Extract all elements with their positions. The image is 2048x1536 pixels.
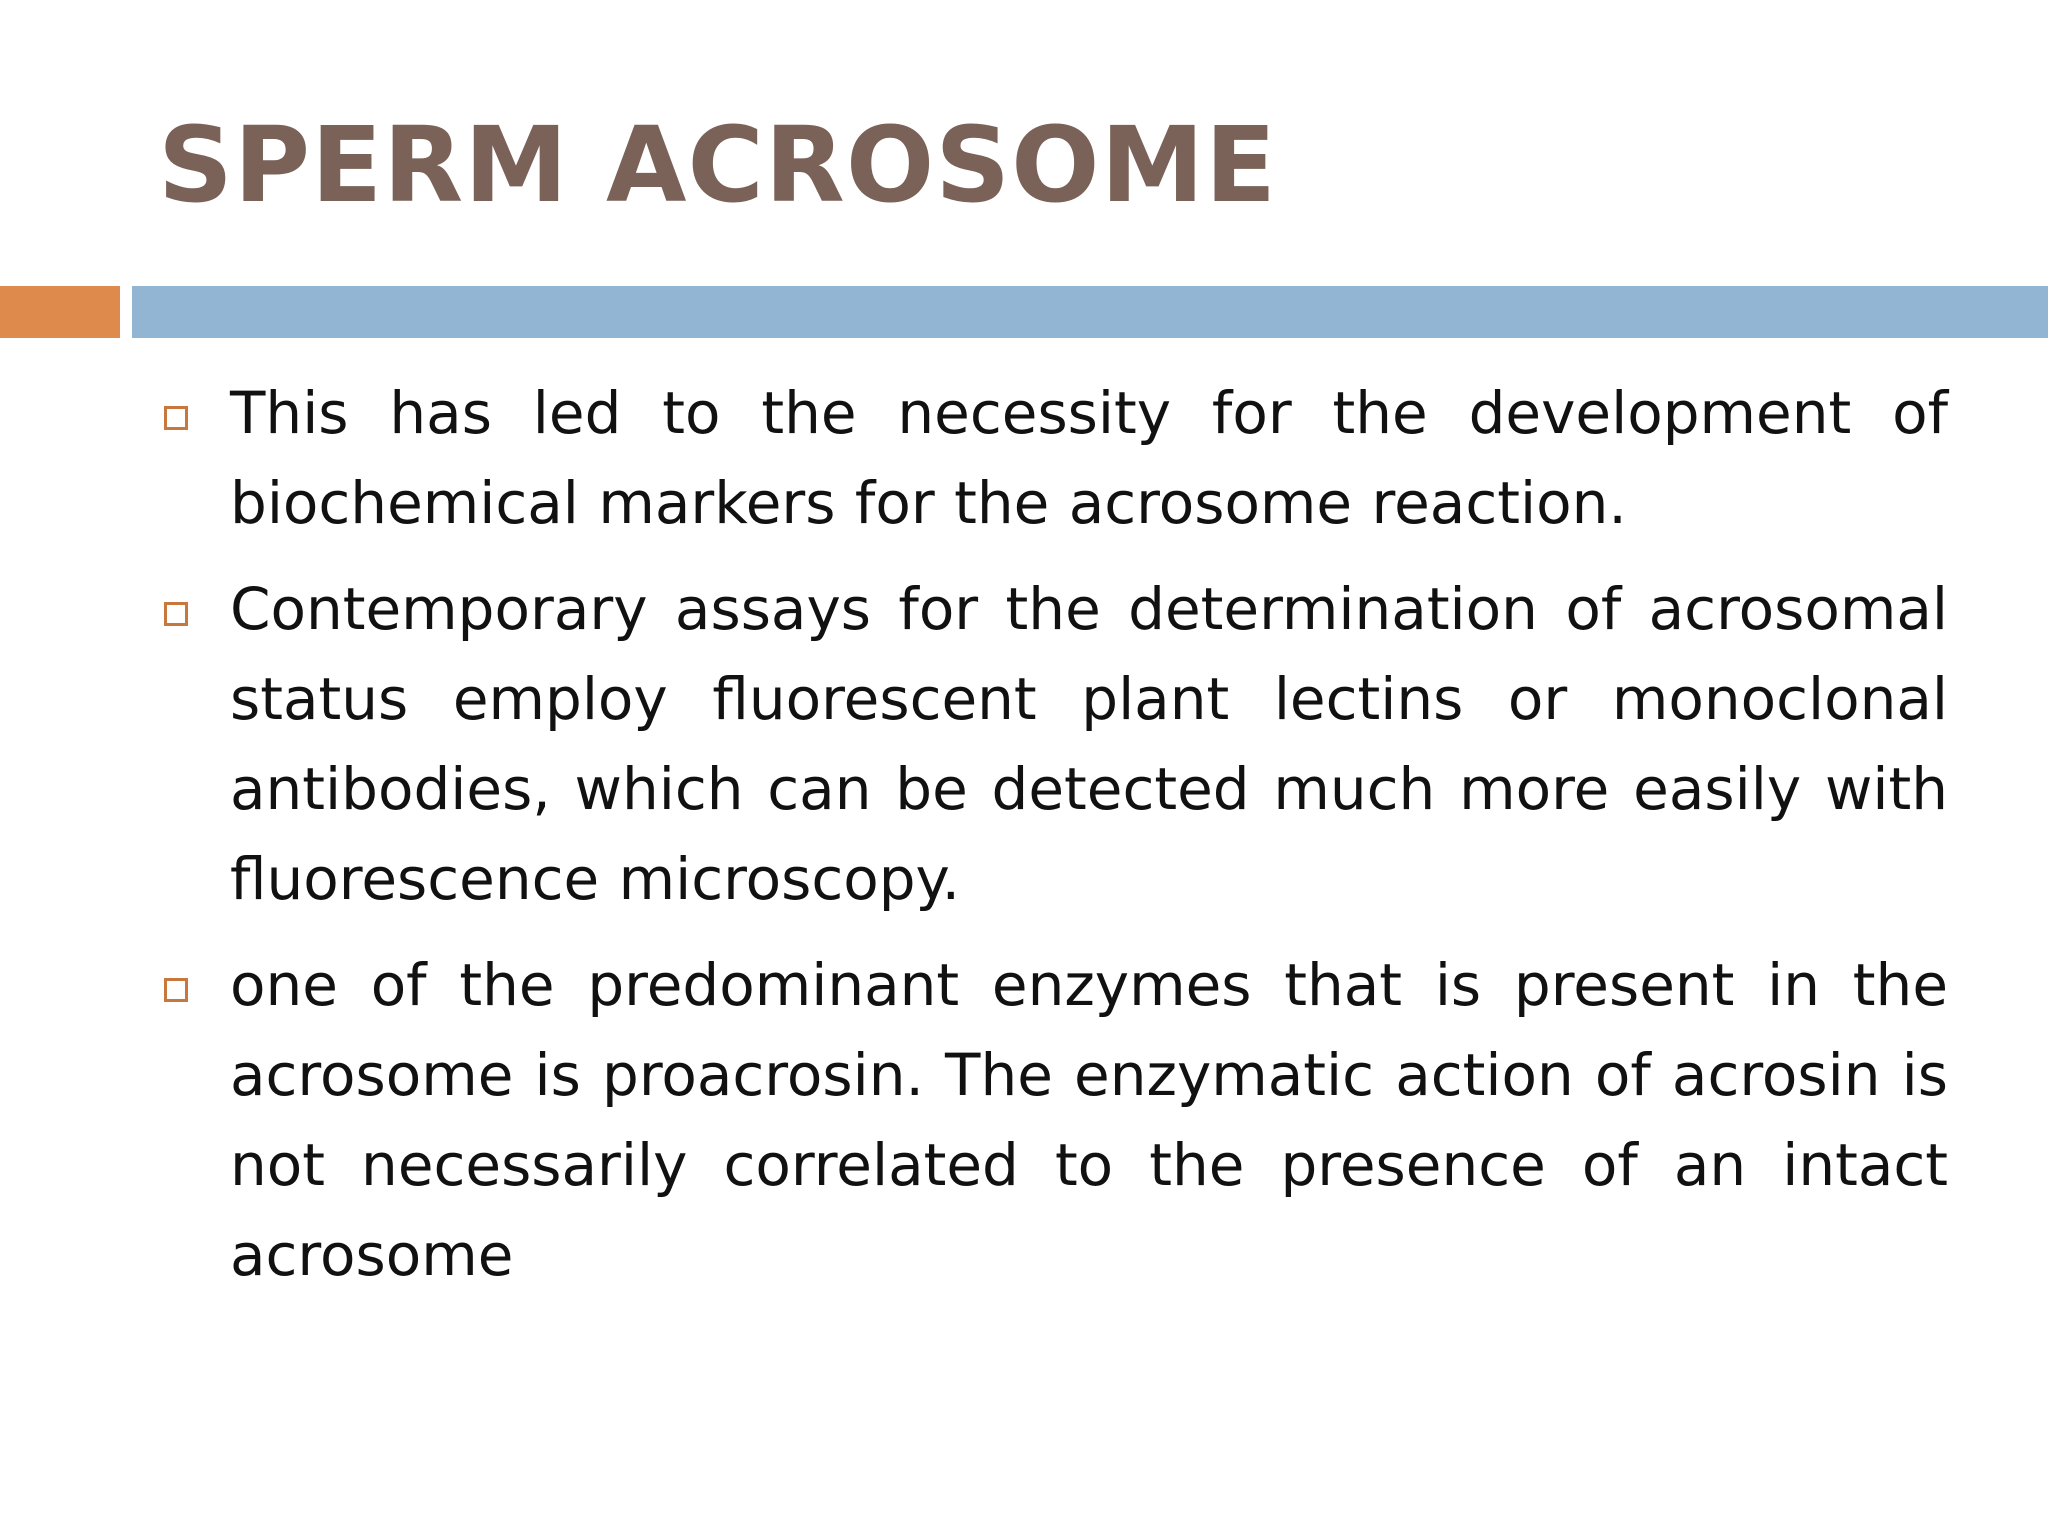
slide-title: SPERM ACROSOME: [158, 104, 1278, 226]
accent-bar-orange: [0, 286, 120, 338]
hollow-square-icon: [164, 978, 188, 1002]
bullet-item: [158, 368, 1948, 548]
bullet-list: [158, 368, 1948, 1316]
hollow-square-icon: [164, 406, 188, 430]
bullet-text: Contemporary assays for the determination of acrosomal status employ fluorescent plant lectins or monoclonal antibodies, which can be detected much more easily with fluorescence microscopy.: [230, 575, 1948, 913]
bullet-text: one of the predominant enzymes that is present in the acrosome is proacrosin. The enzymatic action of acrosin is not necessarily correlated to the presence of an intact acrosome: [230, 951, 1948, 1289]
accent-bar-blue: [132, 286, 2048, 338]
bullet-item: [158, 940, 1948, 1300]
bullet-item: [158, 564, 1948, 924]
hollow-square-icon: [164, 602, 188, 626]
bullet-text: This has led to the necessity for the development of biochemical markers for the acrosome reaction.: [230, 379, 1948, 537]
